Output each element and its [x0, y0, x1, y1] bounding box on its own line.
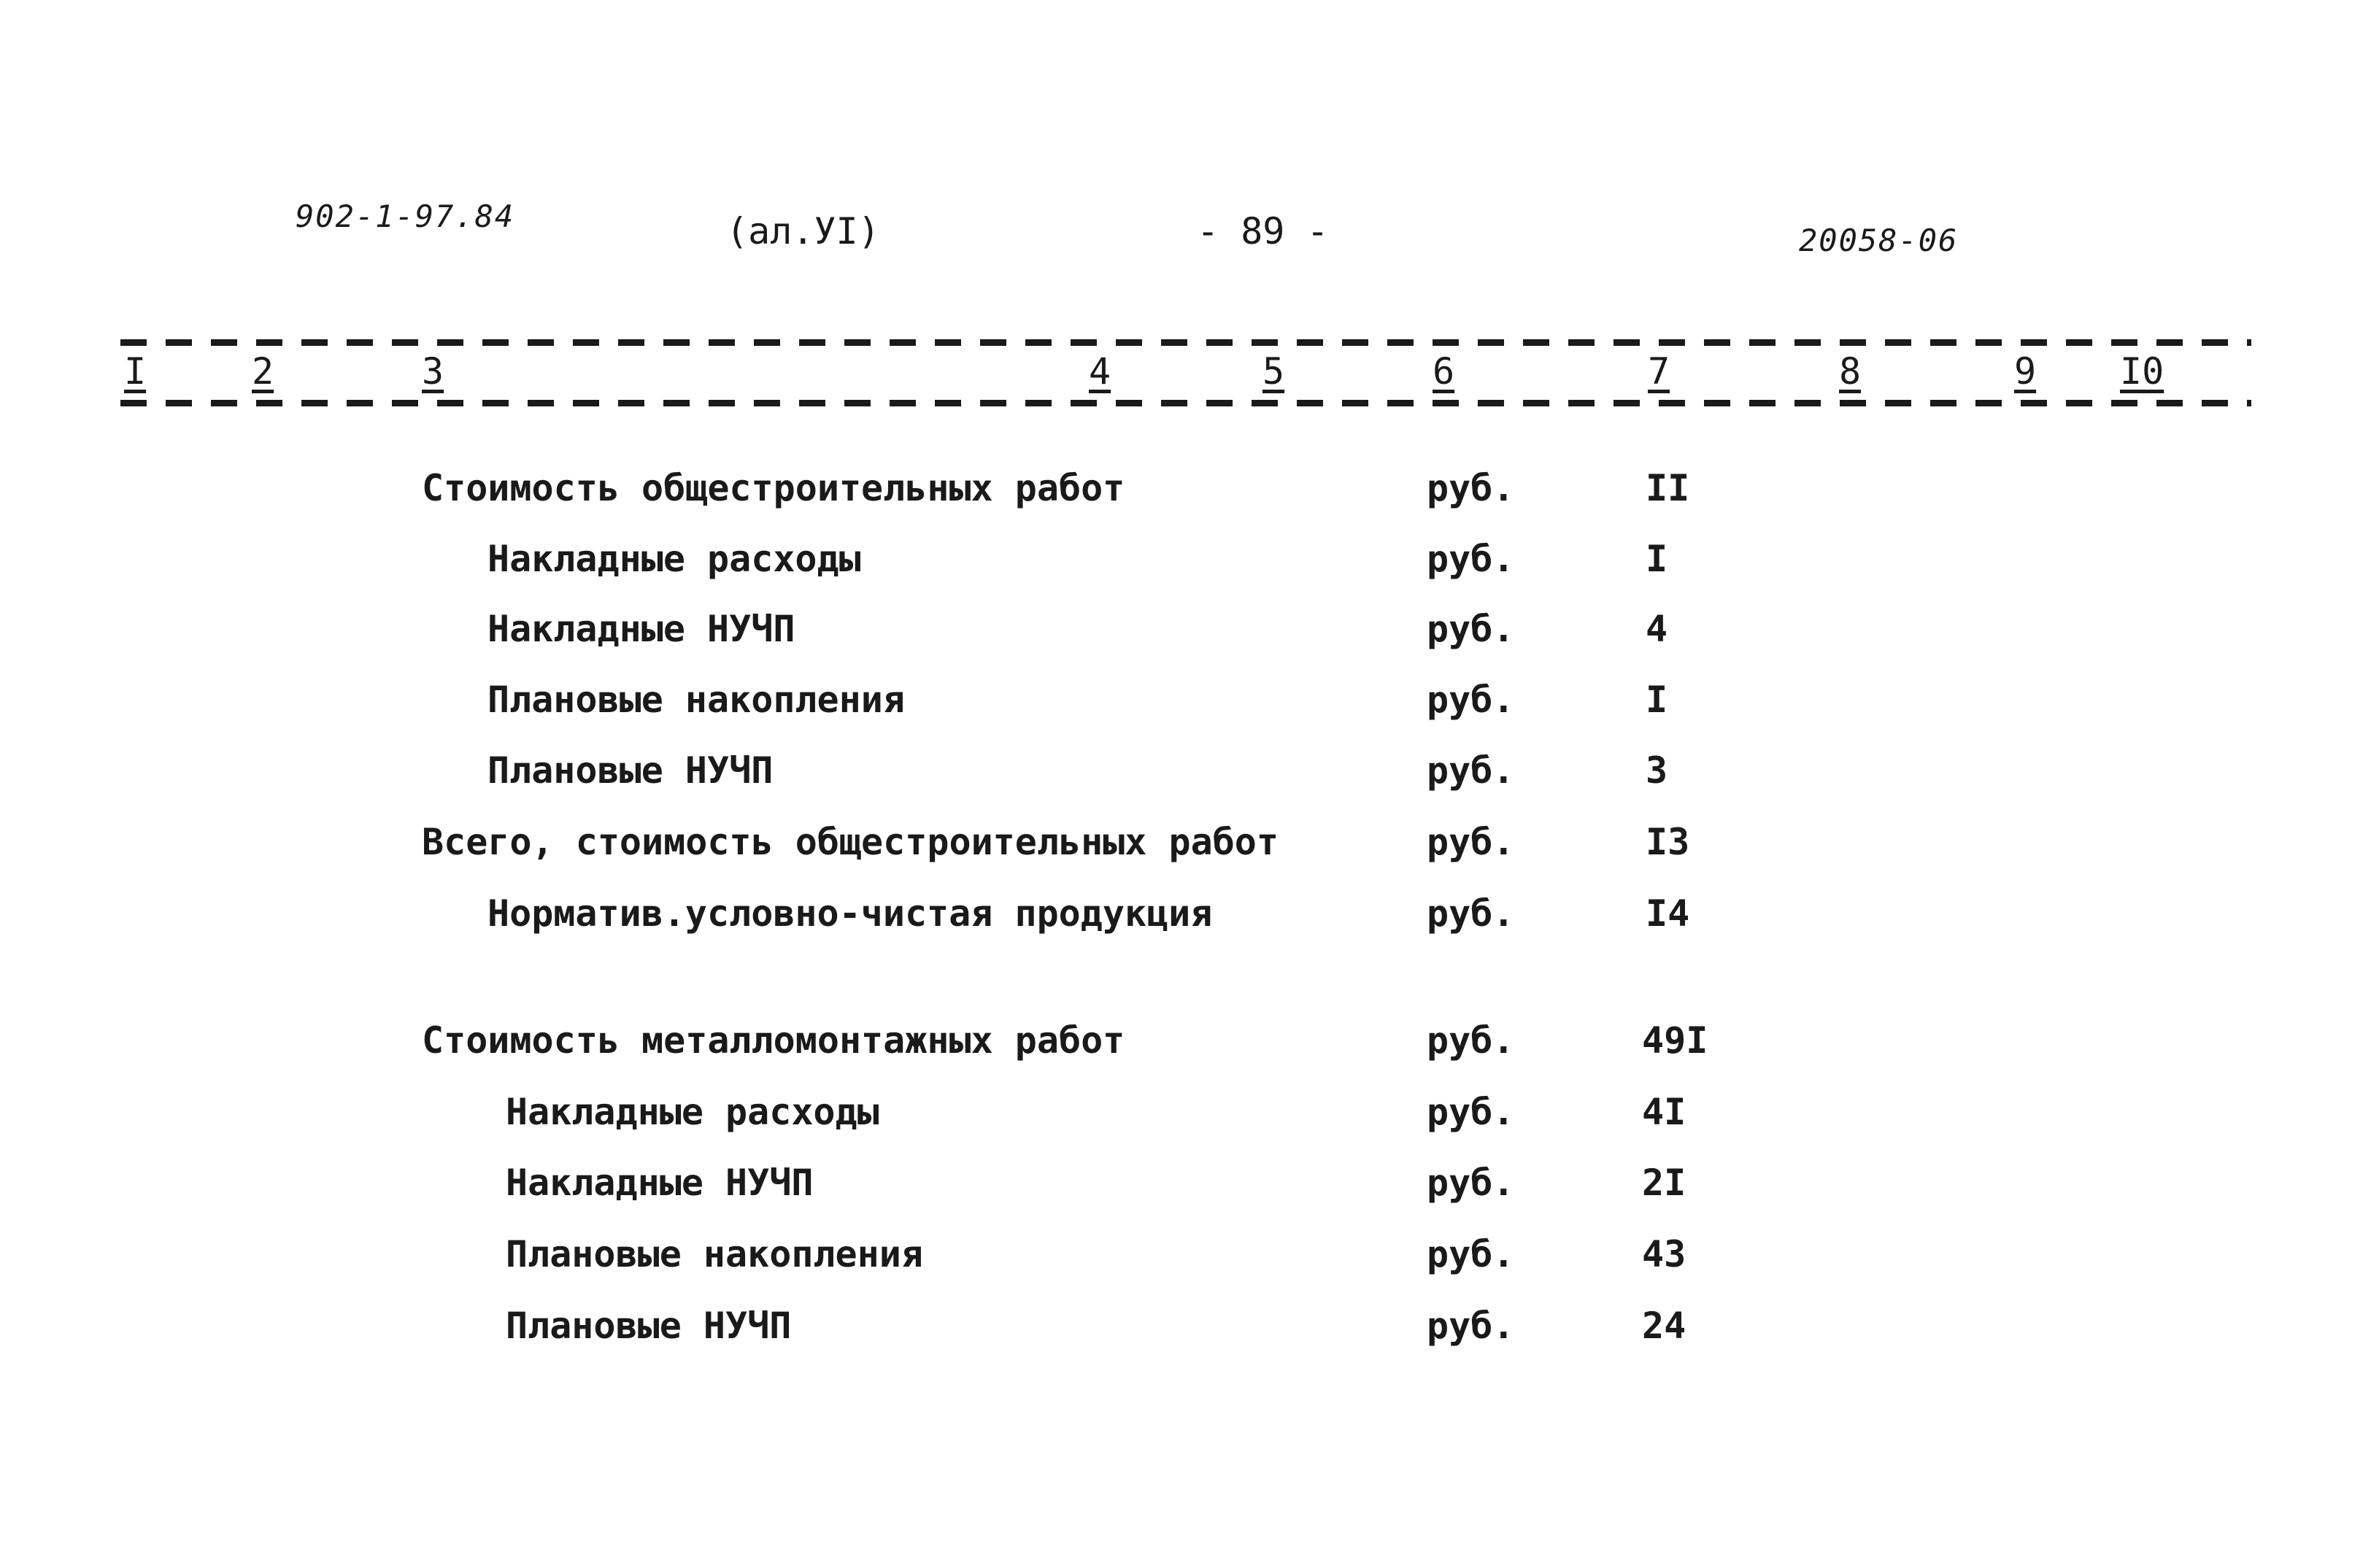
column-number-2: 2	[252, 350, 274, 393]
column-number-3: 3	[422, 350, 444, 393]
top-dashed-rule	[120, 339, 2251, 346]
bottom-dashed-rule	[120, 400, 2251, 406]
row-label: Стоимость металломонтажных работ	[422, 1019, 1125, 1062]
column-number-6: 6	[1433, 350, 1455, 393]
document-code: 902-1-97.84	[296, 198, 515, 234]
row-value: I3	[1646, 821, 1690, 863]
row-value: 49I	[1642, 1019, 1708, 1062]
row-label: Плановые НУЧП	[506, 1305, 792, 1347]
row-value: II	[1646, 467, 1690, 509]
table-row	[0, 1305, 2371, 1348]
row-unit: руб.	[1427, 1233, 1515, 1275]
row-value: 4I	[1642, 1091, 1686, 1133]
table-row	[0, 892, 2371, 936]
row-label: Плановые НУЧП	[487, 749, 774, 792]
row-value: I	[1646, 538, 1668, 580]
row-value: I4	[1646, 892, 1690, 935]
row-unit: руб.	[1427, 1019, 1515, 1062]
table-row	[0, 679, 2371, 722]
row-value: 43	[1642, 1233, 1686, 1275]
column-number-10: I0	[2120, 350, 2164, 393]
row-label: Всего, стоимость общестроительных работ	[422, 821, 1279, 863]
column-number-1: I	[124, 350, 147, 393]
page-number: - 89 -	[1197, 210, 1329, 252]
row-value: 3	[1646, 749, 1668, 792]
row-value: I	[1646, 679, 1668, 721]
row-unit: руб.	[1427, 892, 1515, 935]
sheet-code: 20058-06	[1799, 223, 1959, 258]
table-row	[0, 1162, 2371, 1205]
column-number-7: 7	[1648, 350, 1670, 393]
row-label: Накладные НУЧП	[506, 1162, 814, 1204]
row-label: Накладные НУЧП	[487, 608, 795, 650]
row-label: Накладные расходы	[506, 1091, 879, 1133]
table-row	[0, 608, 2371, 652]
table-row	[0, 538, 2371, 582]
row-unit: руб.	[1427, 1091, 1515, 1133]
table-row	[0, 821, 2371, 865]
row-unit: руб.	[1427, 821, 1515, 863]
table-row	[0, 1233, 2371, 1277]
row-label: Плановые накопления	[487, 679, 905, 721]
row-label: Накладные расходы	[487, 538, 861, 580]
row-unit: руб.	[1427, 1305, 1515, 1347]
column-number-4: 4	[1089, 350, 1111, 393]
row-label: Стоимость общестроительных работ	[422, 467, 1125, 509]
row-value: 24	[1642, 1305, 1686, 1347]
row-unit: руб.	[1427, 467, 1515, 509]
table-row	[0, 467, 2371, 511]
row-unit: руб.	[1427, 538, 1515, 580]
column-number-5: 5	[1262, 350, 1285, 393]
column-number-8: 8	[1839, 350, 1862, 393]
row-unit: руб.	[1427, 679, 1515, 721]
row-label: Плановые накопления	[506, 1233, 923, 1275]
row-unit: руб.	[1427, 1162, 1515, 1204]
album-label: (ал.УI)	[726, 210, 880, 252]
table-row	[0, 1019, 2371, 1063]
column-number-9: 9	[2014, 350, 2037, 393]
row-value: 4	[1646, 608, 1668, 650]
table-row	[0, 749, 2371, 793]
table-row	[0, 1091, 2371, 1135]
row-unit: руб.	[1427, 608, 1515, 650]
row-value: 2I	[1642, 1162, 1686, 1204]
row-label: Норматив.условно-чистая продукция	[487, 892, 1213, 935]
row-unit: руб.	[1427, 749, 1515, 792]
